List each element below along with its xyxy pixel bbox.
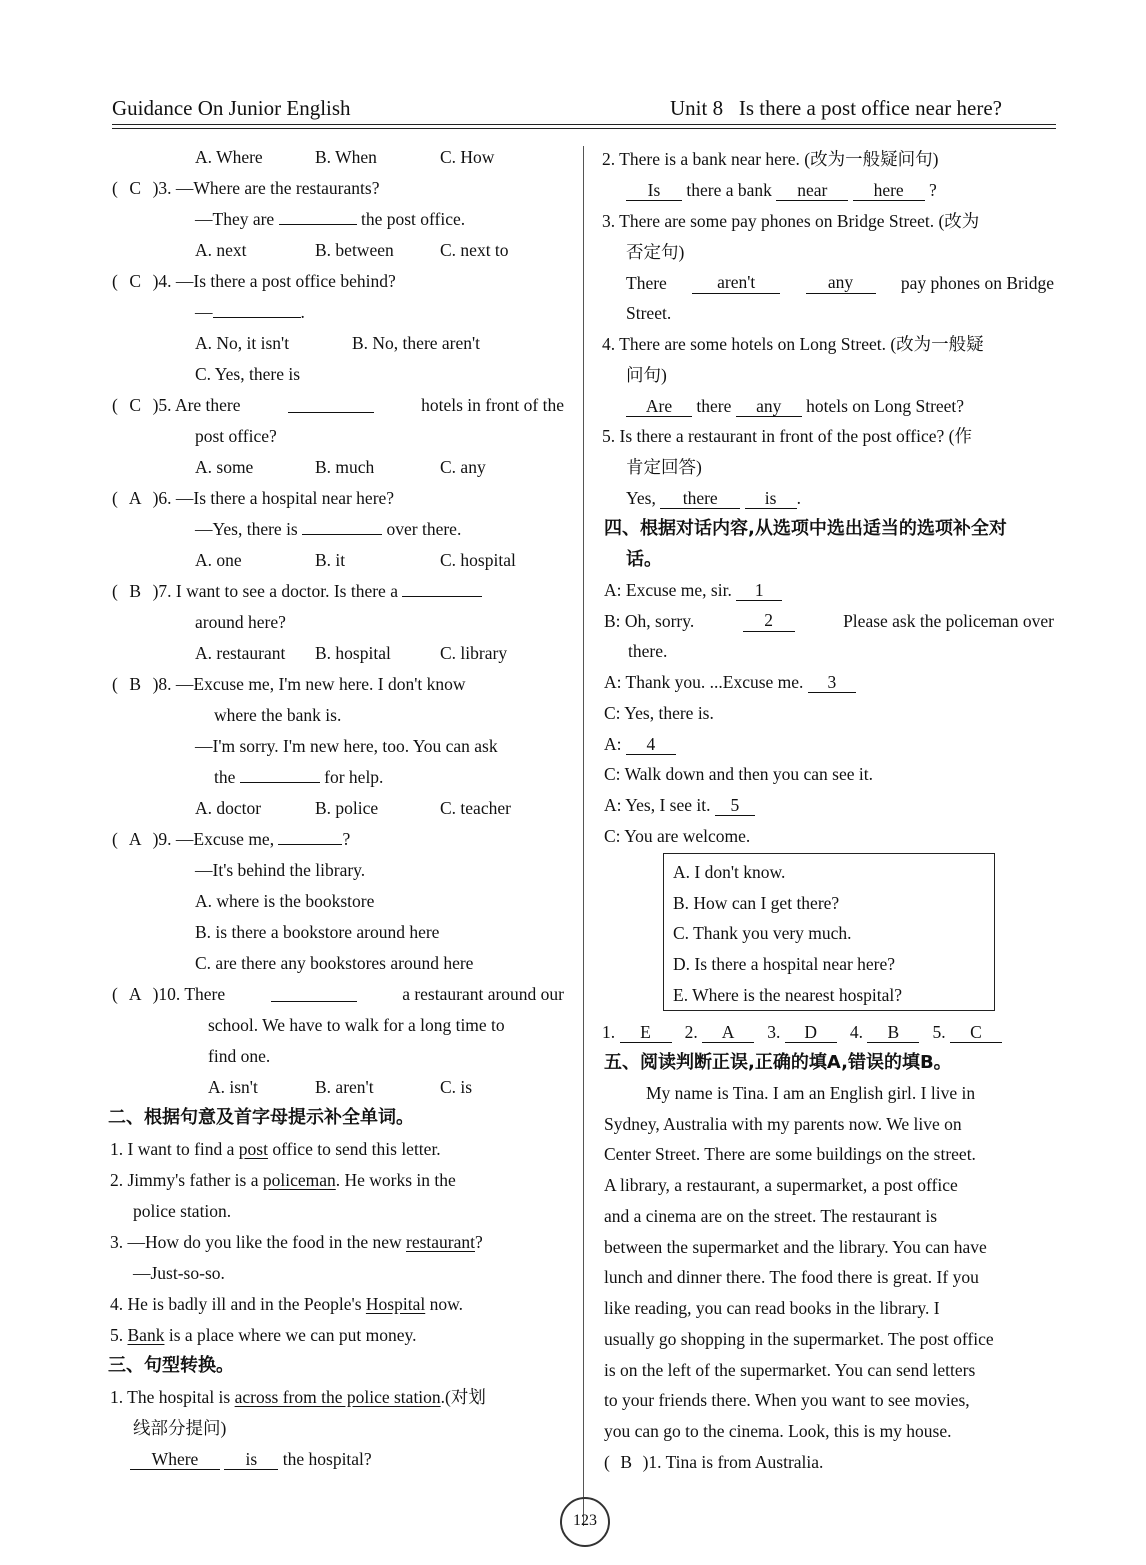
r4-middle: there (696, 396, 732, 416)
q5-answer: C (129, 395, 142, 415)
q7-option-c: C. library (440, 643, 508, 663)
q9-blank (278, 830, 342, 845)
dialog-line-8: C: You are welcome. (604, 826, 751, 846)
answer-5-num: 5. (932, 1022, 946, 1042)
q10-stem-b: a restaurant around our (402, 984, 564, 1004)
q10-option-b: B. aren't (315, 1077, 374, 1097)
dialog-2-text: B: Oh, sorry. (604, 611, 695, 631)
r-item-5: 5. Is there a restaurant in front of the post office? (作 (602, 426, 972, 446)
q4-stem: )4. —Is there a post office behind? (152, 271, 396, 291)
q5-option-b: B. much (315, 457, 375, 477)
q4-blank (213, 303, 301, 318)
r4-answer-1: Are (626, 396, 692, 417)
header-rule (112, 124, 1056, 125)
question-6: ( A )6. —Is there a hospital near here? (112, 488, 395, 508)
section-4-answers (602, 1021, 1002, 1043)
q4-dash: — (195, 302, 213, 322)
answer-1-value: E (620, 1022, 672, 1043)
answer-1-num: 1. (602, 1022, 616, 1042)
q7-stem: )7. I want to see a doctor. Is there a (152, 581, 398, 601)
q4-line2: — . (195, 302, 305, 322)
q9-question-mark: ? (342, 829, 351, 849)
r2-tail: ? (929, 180, 937, 200)
s3-item-1-tail: the hospital? (282, 1449, 372, 1469)
dialog-line-4: C: Yes, there is. (604, 703, 714, 723)
passage-line: Sydney, Australia with my parents now. We live on (604, 1114, 962, 1134)
dialog-blank-4: 4 (626, 734, 676, 755)
passage-line: A library, a restaurant, a supermarket, a post office (604, 1175, 958, 1195)
answer-4-value: B (867, 1022, 919, 1043)
q8-line4-b: for help. (324, 767, 384, 787)
r3-answer-1: aren't (692, 272, 780, 294)
question-10: ( A )10. There a restaurant around our (112, 984, 564, 1004)
answer-3-num: 3. (767, 1022, 781, 1042)
r5-tail: . (796, 488, 801, 508)
option-c: C. Thank you very much. (673, 923, 852, 943)
s2-item-2-b: . He works in the (335, 1170, 456, 1190)
question-5: ( C )5. Are there hotels in front of the (112, 395, 564, 415)
q6-stem: )6. —Is there a hospital near here? (152, 488, 395, 508)
q10-option-c: C. is (440, 1077, 473, 1097)
s2-item-3-line2: —Just-so-so. (133, 1263, 225, 1283)
q6-answer: A (128, 488, 142, 508)
q10-line3: find one. (208, 1046, 271, 1066)
q6-line2-a: —Yes, there is (195, 519, 298, 539)
q5-option-a: A. some (195, 457, 254, 477)
s3-answer-2: is (224, 1449, 278, 1470)
dialog-line-1 (604, 579, 782, 601)
q7-option-b: B. hospital (315, 643, 391, 663)
q8-blank (240, 768, 320, 783)
dialog-1-text: A: Excuse me, sir. (604, 580, 732, 600)
s2-item-1-b: office to send this letter. (267, 1139, 441, 1159)
s3-answer-1: Where (130, 1449, 220, 1470)
header-unit-title: Unit 8 Is there a post office near here? (670, 96, 1002, 120)
r-item-3-line2: 否定句) (626, 242, 685, 262)
q3-line2-a: —They are (195, 209, 275, 229)
r2-middle: there a bank (686, 180, 772, 200)
s2-item-5-word: Bank (127, 1325, 165, 1345)
r2-answer-1: Is (626, 180, 682, 201)
s3-item-1-answer-line (130, 1448, 372, 1470)
r-item-5-answer-line (626, 487, 801, 509)
dialog-line-2 (604, 610, 1054, 632)
option-a: A. I don't know. (673, 862, 786, 882)
r-item-2: 2. There is a bank near here. (改为一般疑问句) (602, 149, 939, 169)
option-b: B. How can I get there? (673, 893, 840, 913)
q4-option-c: C. Yes, there is (195, 364, 301, 384)
passage-line: is on the left of the supermarket. You can send letters (604, 1360, 976, 1380)
q8-line4 (214, 766, 383, 788)
question-3: ( C )3. —Where are the restaurants? (112, 178, 380, 198)
dialog-blank-3: 3 (808, 672, 856, 693)
s2-item-5-num: 5. (110, 1325, 128, 1345)
r2-answer-2: near (776, 180, 848, 201)
s2-item-3-b: ? (475, 1232, 483, 1252)
q10-option-a: A. isn't (208, 1077, 258, 1097)
section-3-title: 三、句型转换。 (108, 1355, 234, 1376)
q6-line2-b: over there. (386, 519, 462, 539)
r-item-3-line4: Street. (626, 303, 672, 323)
q10-stem-a: )10. There (152, 984, 226, 1004)
r4-tail: hotels on Long Street? (806, 396, 965, 416)
q10-line2: school. We have to walk for a long time to (208, 1015, 505, 1035)
s2-item-3-word: restaurant (406, 1232, 475, 1252)
header-rule-thin (112, 128, 1056, 129)
passage-line: between the supermarket and the library. You can have (604, 1237, 987, 1257)
answer-2-num: 2. (684, 1022, 698, 1042)
s2-item-4-b: now. (425, 1294, 463, 1314)
r4-answer-2: any (736, 396, 802, 417)
s3-item-1-b: .(对划 (440, 1387, 486, 1407)
option-d: D. Is there a hospital near here? (673, 954, 896, 974)
q6-line2 (195, 518, 461, 540)
passage-line: to your friends there. When you want to see movies, (604, 1390, 970, 1410)
q5-line2: post office? (195, 426, 277, 446)
dialog-2-tail: Please ask the policeman over (843, 611, 1054, 631)
q7-option-a: A. restaurant (195, 643, 286, 663)
q6-option-c: C. hospital (440, 550, 516, 570)
s5-q1-answer: B (620, 1452, 633, 1472)
question-9: ( A )9. —Excuse me, ? (112, 829, 351, 849)
s3-item-1-phrase: across from the police station (234, 1387, 441, 1407)
passage-line: you can go to the cinema. Look, this is my house. (604, 1421, 952, 1441)
passage-line: lunch and dinner there. The food there is great. If you (604, 1267, 979, 1287)
s2-item-4 (110, 1293, 463, 1315)
q9-option-b: B. is there a bookstore around here (195, 922, 440, 942)
question-4: ( C )4. —Is there a post office behind? (112, 271, 396, 291)
r2-answer-3: here (853, 180, 925, 201)
dialog-line-5 (604, 733, 676, 755)
answer-5-value: C (950, 1022, 1002, 1043)
r-item-2-answer-line (626, 179, 937, 201)
r5-pre: Yes, (626, 488, 656, 508)
q3-line2 (195, 208, 465, 230)
s5-question-1: ( B )1. Tina is from Australia. (604, 1452, 824, 1472)
q8-line3: —I'm sorry. I'm new here, too. You can ask (195, 736, 498, 756)
dialog-line-6: C: Walk down and then you can see it. (604, 764, 873, 784)
q5-stem-b: hotels in front of the (421, 395, 564, 415)
r-item-5-line2: 肯定回答) (626, 457, 702, 477)
s2-item-3 (110, 1231, 483, 1253)
dialog-3-text: A: Thank you. ...Excuse me. (604, 672, 804, 692)
column-divider (583, 146, 584, 1526)
passage-line: Center Street. There are some buildings on the street. (604, 1144, 976, 1164)
page-number: 123 (560, 1497, 610, 1547)
s2-item-4-word: Hospital (365, 1294, 426, 1314)
q5-option-c: C. any (440, 457, 486, 477)
s2-item-4-a: 4. He is badly ill and in the People's (110, 1294, 366, 1314)
dialog-7-text: A: Yes, I see it. (604, 795, 711, 815)
q3-option-c: C. next to (440, 240, 509, 260)
q6-option-b: B. it (315, 550, 346, 570)
q4-answer: C (129, 271, 142, 291)
s3-item-1-a: 1. The hospital is (110, 1387, 235, 1407)
q9-option-c: C. are there any bookstores around here (195, 953, 474, 973)
passage-line: like reading, you can read books in the library. I (604, 1298, 940, 1318)
q4-option-b: B. No, there aren't (352, 333, 481, 353)
q3-option-a: A. next (195, 240, 247, 260)
dialog-blank-5: 5 (715, 795, 755, 816)
q3-answer: C (129, 178, 142, 198)
q8-option-c: C. teacher (440, 798, 511, 818)
q9-line2: —It's behind the library. (195, 860, 366, 880)
dialog-line-2b: there. (628, 641, 668, 661)
q2-option-a: A. Where (195, 147, 263, 167)
s2-item-2 (110, 1169, 456, 1191)
r5-answer-2: is (745, 488, 797, 509)
dialog-5-text: A: (604, 734, 622, 754)
dialog-line-3 (604, 671, 856, 693)
section-2-title: 二、根据句意及首字母提示补全单词。 (108, 1107, 414, 1128)
dialog-blank-1: 1 (736, 580, 782, 601)
q3-option-b: B. between (315, 240, 394, 260)
r-item-3: 3. There are some pay phones on Bridge Street. (改为 (602, 211, 980, 231)
r5-answer-1: there (660, 488, 740, 509)
s2-item-1-word: post (238, 1139, 268, 1159)
s3-item-1 (110, 1386, 486, 1408)
r3-tail: pay phones on Bridge (900, 273, 1054, 293)
s2-item-2-a: 2. Jimmy's father is a (110, 1170, 263, 1190)
q10-blank (271, 987, 357, 1002)
r-item-4-answer-line (626, 395, 964, 417)
answer-4-num: 4. (849, 1022, 863, 1042)
r-item-4: 4. There are some hotels on Long Street. (改为一般疑 (602, 334, 984, 354)
r-item-4-line2: 问句) (626, 365, 667, 385)
s2-item-5-b: is a place where we can put money. (164, 1325, 417, 1345)
dialog-line-7 (604, 794, 755, 816)
s2-item-2-line2: police station. (133, 1201, 232, 1221)
r3-answer-2: any (806, 272, 876, 294)
dialog-blank-2: 2 (743, 610, 795, 632)
option-e: E. Where is the nearest hospital? (673, 985, 903, 1005)
r-item-3-answer-line (626, 272, 1054, 294)
answer-2-value: A (702, 1022, 754, 1043)
q9-option-a: A. where is the bookstore (195, 891, 375, 911)
q6-blank (302, 520, 382, 535)
passage-line: usually go shopping in the supermarket. The post office (604, 1329, 994, 1349)
q8-option-b: B. police (315, 798, 379, 818)
q10-answer: A (128, 984, 142, 1004)
q9-stem: )9. —Excuse me, (152, 829, 275, 849)
q3-blank (279, 210, 357, 225)
q3-line2-b: the post office. (360, 209, 466, 229)
section-4-title-line2: 话。 (626, 549, 662, 570)
q8-line2: where the bank is. (214, 705, 342, 725)
s2-item-1 (110, 1138, 441, 1160)
passage-line: and a cinema are on the street. The restaurant is (604, 1206, 938, 1226)
q8-stem: )8. —Excuse me, I'm new here. I don't know (152, 674, 466, 694)
s5-q1-text: )1. Tina is from Australia. (642, 1452, 824, 1472)
q5-blank (288, 398, 374, 413)
question-8: ( B )8. —Excuse me, I'm new here. I don't know (112, 674, 466, 694)
q7-blank (402, 582, 482, 597)
q8-option-a: A. doctor (195, 798, 262, 818)
passage-line: My name is Tina. I am an English girl. I live in (646, 1083, 976, 1103)
s2-item-5 (110, 1324, 416, 1346)
q2-option-c: C. How (440, 147, 495, 167)
q7-line2: around here? (195, 612, 286, 632)
q2-option-b: B. When (315, 147, 377, 167)
section-4-title: 四、根据对话内容,从选项中选出适当的选项补全对 (604, 518, 1007, 539)
q6-option-a: A. one (195, 550, 242, 570)
s2-item-2-word: policeman (262, 1170, 336, 1190)
question-7: ( B )7. I want to see a doctor. Is there a (112, 580, 482, 602)
s2-item-3-a: 3. —How do you like the food in the new (110, 1232, 406, 1252)
options-box (663, 853, 995, 1011)
q5-stem-a: )5. Are there (152, 395, 241, 415)
q9-answer: A (128, 829, 142, 849)
header-left-title: Guidance On Junior English (112, 96, 351, 120)
q8-answer: B (129, 674, 142, 694)
section-5-title: 五、阅读判断正误,正确的填A,错误的填B。 (604, 1052, 952, 1073)
r3-pre: There (626, 273, 667, 293)
q8-line4-a: the (214, 767, 236, 787)
q4-option-a: A. No, it isn't (195, 333, 290, 353)
answer-3-value: D (785, 1022, 837, 1043)
s3-item-1-line2: 线部分提问) (133, 1418, 227, 1438)
q3-stem: )3. —Where are the restaurants? (152, 178, 380, 198)
s2-item-1-a: 1. I want to find a (110, 1139, 239, 1159)
q7-answer: B (129, 581, 142, 601)
